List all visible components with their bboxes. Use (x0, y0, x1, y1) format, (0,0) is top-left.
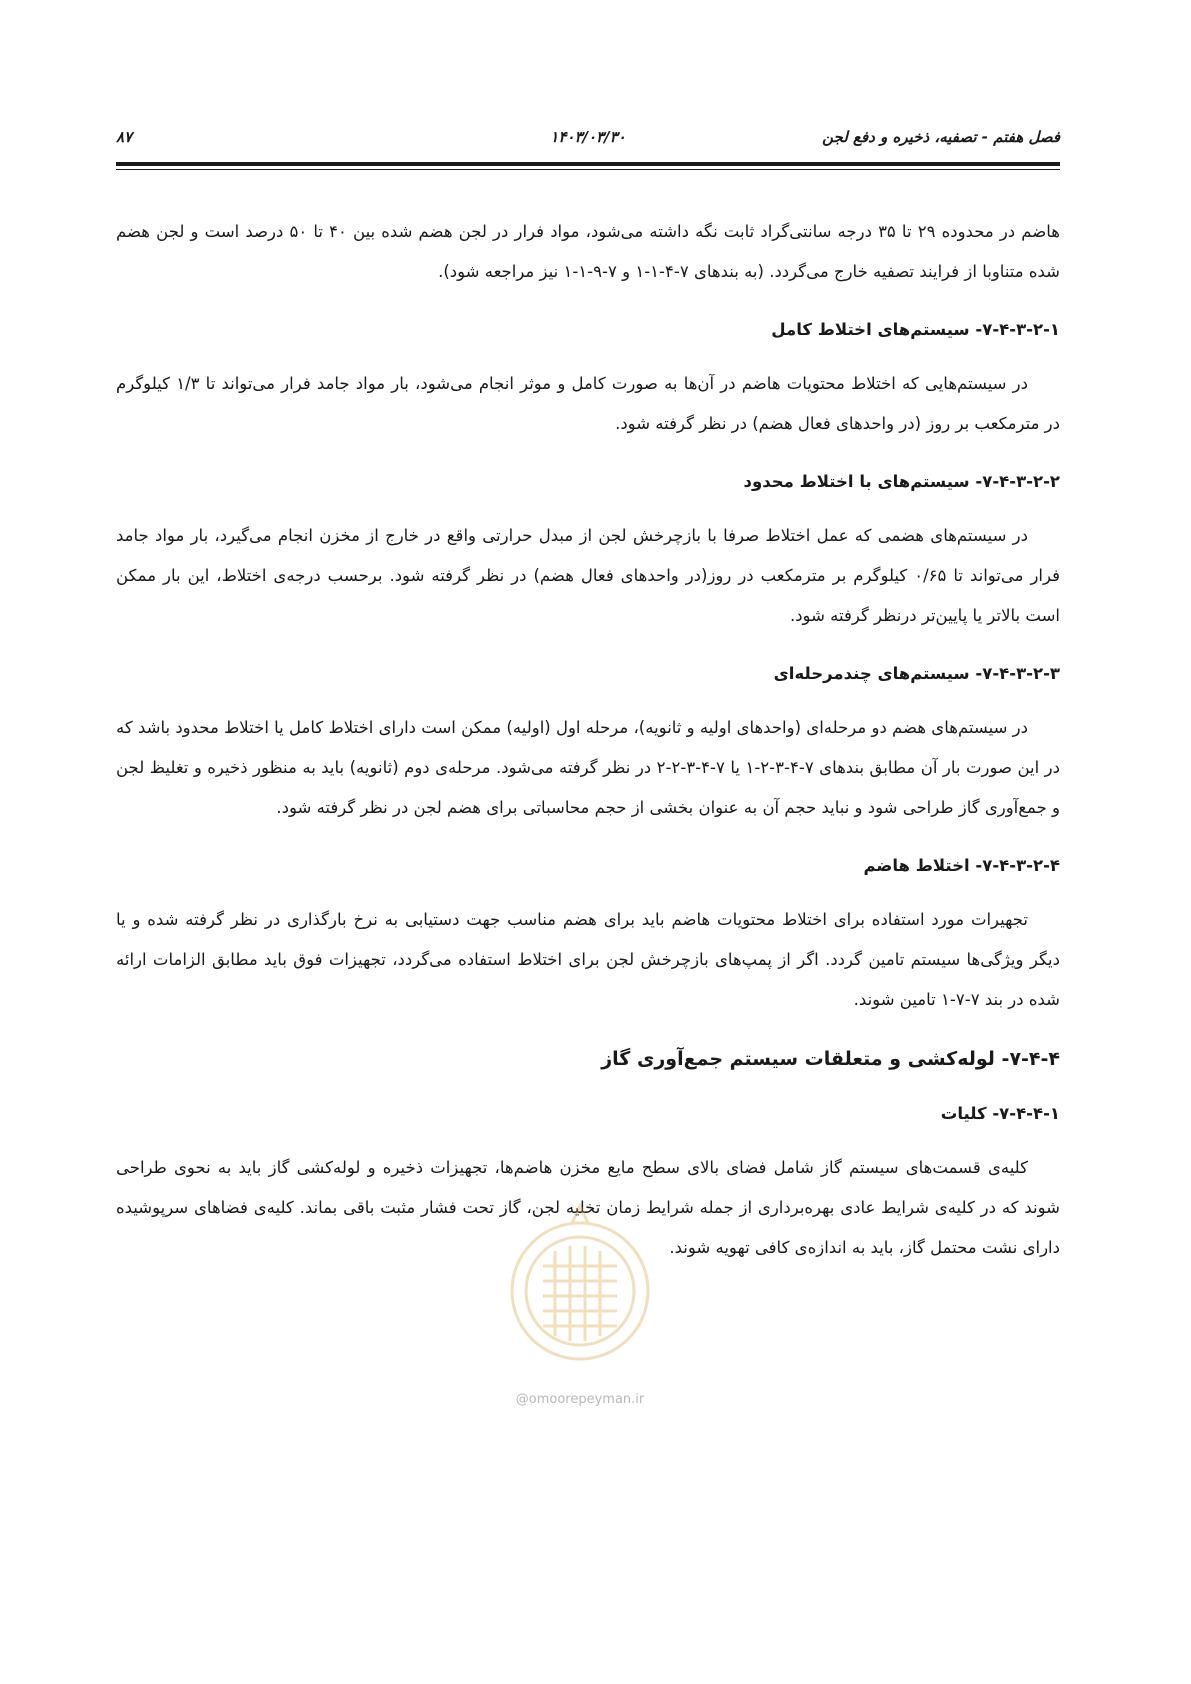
section-heading-general: ۷-۴-۴-۱- کلیات (940, 1104, 1060, 1123)
section-heading-complete-mixing: ۷-۴-۳-۲-۱- سیستم‌های اختلاط کامل (771, 320, 1060, 339)
section-text-general: کلیه‌ی قسمت‌های سیستم گاز شامل فضای بالای سطح مایع مخزن هاضم‌ها، تجهیزات ذخیره و لوله‌کشی گاز باید به نحوی طراحی شوند که در کلیه‌ی شرایط عادی بهره‌برداری از جمله شرایط زمان تخلیه لجن، گاز تحت فشار مثبت باقی بماند. کلیه‌ی فضاهای سرپوشیده دارای نشت محتمل گاز، باید به اندازه‌ی کافی تهویه شوند. (116, 1158, 1060, 1257)
header-divider-thin (116, 169, 1060, 170)
page-header (116, 128, 1060, 152)
intro-paragraph: هاضم در محدوده ۲۹ تا ۳۵ درجه سانتی‌گراد ثابت نگه داشته می‌شود، مواد فرار در لجن هضم شده بین ۴۰ تا ۵۰ درصد است و لجن هضم شده متناوبا از فرایند تصفیه خارج می‌گردد. (به بندهای ۷-۴-۱-۱ و ۷-۹-۱-۱ نیز مراجعه شود). (116, 222, 1061, 281)
section-heading-gas-piping: ۷-۴-۴- لوله‌کشی و متعلقات سیستم جمع‌آوری گاز (601, 1048, 1060, 1070)
section-heading-digester-mixing: ۷-۴-۳-۲-۴- اختلاط هاضم (863, 856, 1060, 875)
page-number: ۸۷ (116, 128, 133, 146)
document-body (116, 212, 1060, 1286)
watermark-site: @omoorepeyman.ir (515, 1392, 645, 1407)
header-date: ۱۴۰۳/۰۳/۳۰ (550, 128, 626, 146)
watermark-logo (505, 1196, 655, 1386)
header-divider-thick (116, 162, 1060, 166)
section-text-complete-mixing: در سیستم‌هایی که اختلاط محتویات هاضم در آن‌ها به صورت کامل و موثر انجام می‌شود، بار مواد جامد فرار می‌تواند تا ۱/۳ کیلوگرم در مترمکعب بر روز (در واحدهای فعال هضم) در نظر گرفته شود. (116, 374, 1060, 433)
section-text-multistage: در سیستم‌های هضم دو مرحله‌ای (واحدهای اولیه و ثانویه)، مرحله اول (اولیه) ممکن است دارای اختلاط کامل یا اختلاط محدود باشد که در این صورت بار آن مطابق بندهای ۷-۴-۳-۲-۱ یا ۷-۴-۳-۲-۲ در نظر گرفته می‌شود. مرحله‌ی دوم (ثانویه) باید به منظور ذخیره و تغلیظ لجن و جمع‌آوری گاز طراحی شود و نباید حجم آن به عنوان بخشی از حجم محاسباتی برای هضم لجن در نظر گرفته شود. (116, 718, 1061, 817)
section-text-digester-mixing: تجهیرات مورد استفاده برای اختلاط محتویات هاضم باید برای هضم مناسب جهت دستیابی به نرخ بارگذاری در نظر گرفته شده و یا دیگر ویژگی‌ها سیستم تامین گردد. اگر از پمپ‌های بازچرخش لجن برای اختلاط استفاده می‌گردد، تجهیزات فوق باید مطابق الزامات ارائه شده در بند ۷-۷-۱ تامین شوند. (116, 910, 1060, 1009)
chapter-title: فصل هفتم - تصفیه، ذخیره و دفع لجن (822, 128, 1060, 146)
section-heading-multistage: ۷-۴-۳-۲-۳- سیستم‌های چندمرحله‌ای (773, 664, 1060, 683)
section-text-limited-mixing: در سیستم‌های هضمی که عمل اختلاط صرفا با بازچرخش لجن از مبدل حرارتی واقع در خارج از مخزن انجام می‌گیرد، بار مواد جامد فرار می‌تواند تا ۰/۶۵ کیلوگرم بر مترمکعب در روز(در واحدهای فعال هضم) در نظر گرفته شود. برحسب درجه‌ی اختلاط، این بار ممکن است بالاتر یا پایین‌تر درنظر گرفته شود. (116, 526, 1060, 625)
section-heading-limited-mixing: ۷-۴-۳-۲-۲- سیستم‌های با اختلاط محدود (743, 472, 1060, 491)
